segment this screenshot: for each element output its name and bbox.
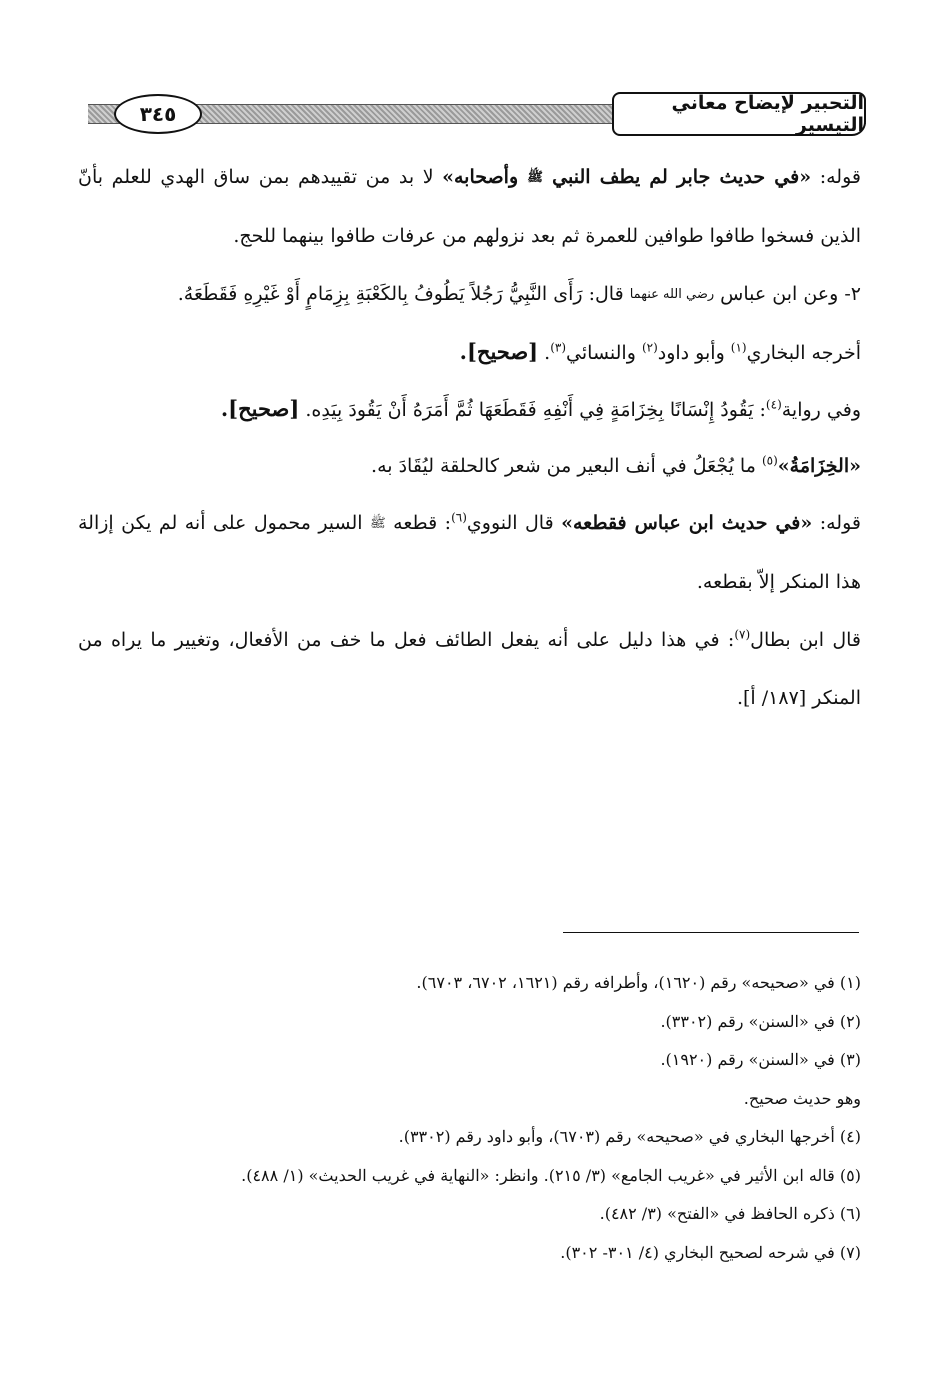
text-run: السير محمول على أنه لم يكن إزالة هذا المنكر إلاّ بقطعه.: [78, 512, 861, 593]
text-run: وأبو داود: [657, 342, 731, 364]
text-run: .: [538, 342, 551, 364]
text-run: قوله:: [812, 512, 861, 534]
footnote-separator: [563, 932, 859, 933]
text-run: والنسائي: [566, 342, 642, 364]
footnote-ref-7[interactable]: (٧): [734, 627, 751, 642]
footnote-5: (٥) قاله ابن الأثير في «غريب الجامع» (٣/ ٢١٥). وانظر: «النهاية في غريب الحديث» (١/ ٤٨٨).: [241, 1165, 861, 1185]
paragraph-takhrij: [78, 324, 861, 381]
main-text: [78, 148, 861, 727]
footnote-2: (٢) في «السنن» رقم (٣٣٠٢).: [660, 1011, 861, 1031]
footnote-3-note: وهو حديث صحيح.: [743, 1088, 861, 1108]
text-run: وفي رواية: [781, 399, 861, 421]
text-run: أخرجه البخاري: [746, 342, 861, 364]
text-run: لا بد من تقييدهم بمن ساق الهدي للعلم بأنّ الذين فسخوا طافوا طوافين للعمرة ثم بعد نزولهم من عرفات طافوا بينهما للحج.: [78, 166, 861, 247]
footnote-ref-4[interactable]: (٤): [765, 397, 782, 412]
page-header: [88, 90, 866, 138]
paragraph-definition: [78, 438, 861, 494]
text-run: قال النووي: [466, 512, 562, 534]
paragraph-ibn-battal: [78, 611, 861, 727]
quoted-phrase: [442, 166, 811, 188]
footnote-1: (١) في «صحيحه» رقم (١٦٢٠)، وأطرافه رقم (١٦٢١، ٦٧٠٢، ٦٧٠٣).: [416, 973, 861, 992]
text-run: ما يُجْعَلُ في أنف البعير من شعر كالحلقة ليُقَادَ به.: [371, 455, 762, 477]
honorific-glyph-icon: ﷺ: [527, 170, 543, 185]
defined-term: «الخِزَامَةُ»: [777, 455, 861, 477]
text-run: قال ابن بطال: [750, 629, 861, 651]
text-run: : يَقُودُ إِنْسَانًا بِخِزَامَةٍ فِي أَنْفِهِ فَقَطَعَهَا ثُمَّ أَمَرَهُ أَنْ يَقُودَ بِيَدِه.: [299, 399, 766, 421]
page-number: ٣٤٥: [114, 94, 202, 134]
quote-text: «في حديث جابر لم يطف النبي: [543, 166, 812, 188]
honorific-glyph-icon: رضي الله عنهما: [629, 287, 715, 302]
paragraph-commentary-jabir: [78, 148, 861, 265]
footnote-ref-1[interactable]: (١): [730, 340, 747, 355]
footnote-ref-6[interactable]: (٦): [451, 510, 467, 525]
quote-text-end: وأصحابه»: [442, 166, 528, 188]
hadith-number: ٢- وعن ابن عباس: [714, 283, 861, 305]
hadith-text: قال: رَأَى النَّبِيُّ رَجُلاً يَطُوفُ بِالكَعْبَةِ بِزِمَامٍ أَوْ غَيْرِهِ فَقَطَعَهُ.: [177, 283, 630, 305]
footnote-6: (٦) ذكره الحافظ في «الفتح» (٣/ ٤٨٢).: [599, 1204, 861, 1223]
footnote-4: (٤) أخرجها البخاري في «صحيحه» رقم (٦٧٠٣)، وأبو داود رقم (٣٣٠٢).: [398, 1127, 861, 1146]
text-run: : قطعه: [385, 512, 452, 534]
book-title: التحبير لإيضاح معاني التيسير: [612, 92, 866, 136]
quoted-phrase: «في حديث ابن عباس فقطعه»: [561, 512, 813, 534]
footnote-ref-3[interactable]: (٣): [550, 340, 567, 355]
footnote-7: (٧) في شرحه لصحيح البخاري (٤/ ٣٠١- ٣٠٢).: [560, 1242, 861, 1262]
paragraph-riwaya: [78, 381, 861, 438]
footnotes: [78, 964, 861, 1272]
footnote-3: (٣) في «السنن» رقم (١٩٢٠).: [660, 1050, 861, 1069]
honorific-glyph-icon: ﷺ: [370, 516, 386, 531]
text-run: : في هذا دليل على أنه يفعل الطائف فعل ما خف من الأفعال، وتغيير ما يراه من المنكر [١٨٧/ أ].: [78, 629, 861, 709]
footnote-ref-2[interactable]: (٢): [641, 340, 658, 355]
paragraph-commentary-ibn-abbas: [78, 494, 861, 611]
grade-label: [صحيح].: [220, 396, 300, 421]
text-run: قوله:: [811, 166, 861, 188]
grade-label: [صحيح].: [459, 339, 539, 364]
footnote-ref-5[interactable]: (٥): [761, 453, 778, 468]
paragraph-hadith-2: [78, 265, 861, 324]
